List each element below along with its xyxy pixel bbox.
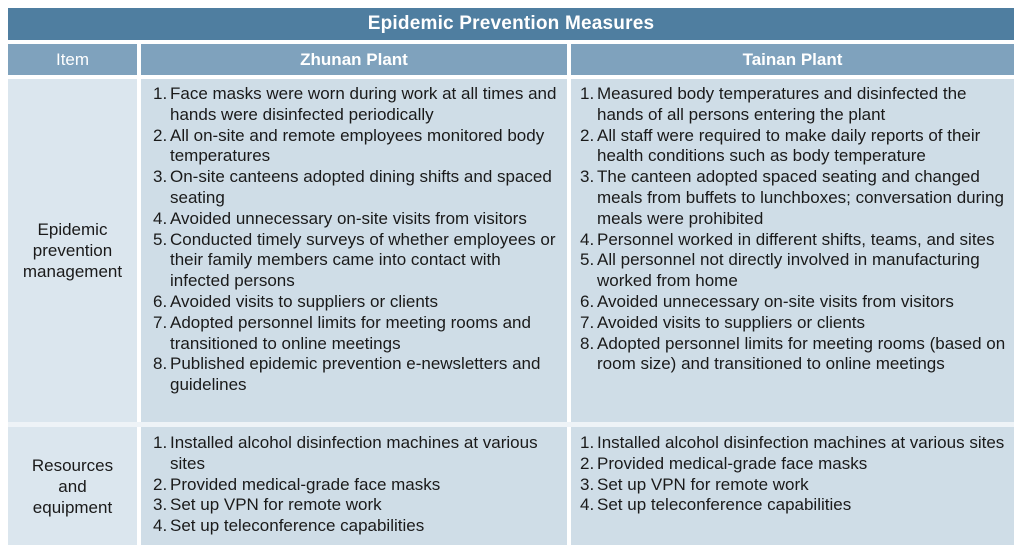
measure-item — [153, 126, 559, 168]
measure-item — [153, 292, 559, 313]
measure-item — [153, 475, 559, 496]
measure-number: 8. — [580, 333, 595, 353]
measure-text: Published epidemic prevention e-newsletters and guidelines — [170, 354, 541, 395]
measure-text: The canteen adopted spaced seating and changed meals from buffets to lunchboxes; conversation during meals were prohibited — [597, 167, 1004, 228]
header-item: Item — [8, 44, 137, 75]
tainan-resources-measures — [571, 427, 1014, 545]
measure-item — [153, 516, 559, 537]
measure-item — [153, 84, 559, 126]
measure-number: 3. — [153, 167, 168, 187]
measure-number: 2. — [153, 125, 168, 145]
measure-number: 1. — [580, 433, 595, 452]
measure-text: Avoided unnecessary on-site visits from visitors — [170, 208, 527, 228]
measure-text: Provided medical-grade face masks — [170, 474, 441, 494]
measure-text: All staff were required to make daily reports of their health conditions such as body temperature — [597, 125, 981, 166]
measure-text: Personnel worked in different shifts, teams, and sites — [597, 229, 995, 249]
measure-item — [580, 167, 1010, 229]
measure-item — [153, 313, 559, 355]
measure-text: Avoided visits to suppliers or clients — [170, 291, 439, 311]
measure-number: 3. — [580, 474, 595, 494]
measure-item — [580, 334, 1010, 376]
zhunan-resources-measures — [141, 427, 567, 545]
measure-number: 1. — [153, 433, 168, 452]
measure-number: 2. — [153, 474, 168, 494]
table-title: Epidemic Prevention Measures — [8, 8, 1014, 40]
measure-number: 4. — [580, 229, 595, 249]
zhunan-epidemic-measures — [141, 79, 567, 422]
measure-text: Set up VPN for remote work — [170, 495, 382, 515]
measure-item — [580, 250, 1010, 292]
header-zhunan-plant: Zhunan Plant — [141, 44, 567, 75]
measure-number: 6. — [153, 291, 168, 311]
measure-number: 6. — [580, 291, 595, 311]
measure-text: Conducted timely surveys of whether employees or their family members came into contact with infected persons — [170, 229, 556, 291]
measure-item — [580, 433, 1010, 454]
measure-item — [153, 209, 559, 230]
row-label-resources-and-equipment: Resources and equipment — [8, 427, 137, 545]
measure-item — [153, 495, 559, 516]
measure-item — [580, 475, 1010, 496]
measure-item — [153, 167, 559, 209]
measure-number: 7. — [153, 312, 168, 332]
measure-text: Installed alcohol disinfection machines at various sites — [170, 433, 538, 473]
measure-text: Installed alcohol disinfection machines at various sites — [597, 433, 1005, 452]
measure-list — [153, 433, 559, 537]
measure-list — [580, 84, 1010, 375]
measure-number: 4. — [153, 516, 168, 536]
header-tainan-plant: Tainan Plant — [571, 44, 1014, 75]
measure-item — [580, 292, 1010, 313]
measure-text: Provided medical-grade face masks — [597, 453, 868, 473]
measure-text: Adopted personnel limits for meeting rooms (based on room size) and transitioned to online meetings — [597, 333, 1006, 374]
measure-item — [580, 84, 1010, 126]
measure-text: Set up teleconference capabilities — [170, 516, 425, 536]
measure-number: 1. — [580, 84, 595, 103]
measure-item — [153, 230, 559, 292]
measure-item — [580, 454, 1010, 475]
measure-item — [580, 126, 1010, 168]
measure-text: On-site canteens adopted dining shifts and spaced seating — [170, 167, 552, 207]
measure-item — [580, 313, 1010, 334]
measure-text: Face masks were worn during work at all times and hands were disinfected periodically — [170, 84, 557, 124]
measure-item — [580, 230, 1010, 251]
measure-number: 5. — [153, 229, 168, 249]
measure-number: 8. — [153, 354, 168, 374]
measure-text: Set up teleconference capabilities — [597, 495, 852, 515]
tainan-epidemic-measures — [571, 79, 1014, 422]
measure-list — [580, 433, 1010, 516]
measure-number: 3. — [153, 495, 168, 515]
measure-text: All personnel not directly involved in manufacturing worked from home — [597, 250, 980, 291]
row-label-epidemic-prevention-management: Epidemic prevention management — [8, 79, 137, 422]
measure-number: 7. — [580, 312, 595, 332]
measure-text: Adopted personnel limits for meeting rooms and transitioned to online meetings — [170, 312, 531, 353]
measure-number: 1. — [153, 84, 168, 103]
measure-number: 5. — [580, 250, 595, 270]
measure-text: Measured body temperatures and disinfected the hands of all persons entering the plant — [597, 84, 967, 124]
measure-number: 4. — [580, 495, 595, 515]
measure-number: 2. — [580, 453, 595, 473]
measure-text: Avoided unnecessary on-site visits from visitors — [597, 291, 954, 311]
measure-number: 2. — [580, 125, 595, 145]
measure-item — [153, 354, 559, 396]
measure-text: Avoided visits to suppliers or clients — [597, 312, 866, 332]
measure-text: All on-site and remote employees monitored body temperatures — [170, 125, 545, 166]
measure-item — [153, 433, 559, 475]
measure-text: Set up VPN for remote work — [597, 474, 809, 494]
measure-item — [580, 495, 1010, 516]
measure-number: 3. — [580, 167, 595, 187]
measure-number: 4. — [153, 208, 168, 228]
measure-list — [153, 84, 559, 396]
